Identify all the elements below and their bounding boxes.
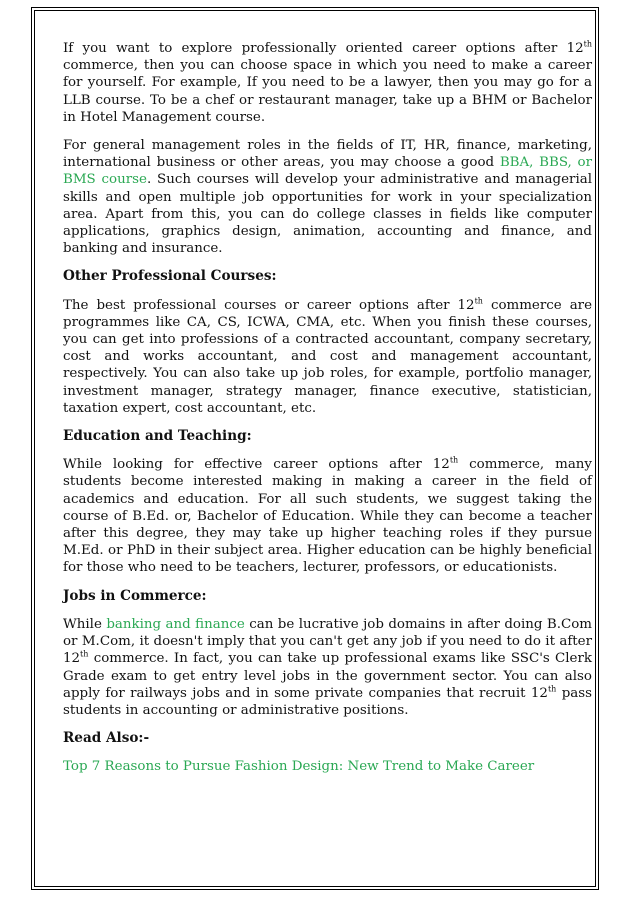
document-body: [63, 40, 592, 787]
fashion-design-article-link[interactable]: Top 7 Reasons to Pursue Fashion Design: New Trend to Make Career: [63, 759, 535, 775]
jobs-commerce-paragraph: While banking and finance can be lucrative job domains in after doing B.Com or M.Com, it doesn't imply that you can't get any job if you need to do it after 12th commerce. In fact, you can take up professional exams like SSC's Clerk Grade exam to get entry level jobs in the government sector. You can also apply for railways jobs and in some private companies that recruit 12th pass students in accounting or administrative positions.: [63, 616, 592, 718]
read-also-paragraph: [63, 758, 592, 775]
section-heading-professional-courses: Other Professional Courses:: [63, 268, 277, 285]
section-heading-education-teaching: Education and Teaching:: [63, 428, 252, 445]
section-heading-read-also: Read Also:-: [63, 730, 150, 747]
professional-courses-paragraph: The best professional courses or career options after 12th commerce are programmes like CA, CS, ICWA, CMA, etc. When you finish these courses, you can get into professions of a contracted accountant, company secretary, cost and works accountant, and cost and management accountant, respectively. You can also take up job roles, for example, portfolio manager, investment manager, strategy manager, finance executive, statistician, taxation expert, cost accountant, etc.: [63, 296, 593, 416]
management-paragraph: For general management roles in the fields of IT, HR, finance, marketing, international business or other areas, you may choose a good BBA, BBS, or BMS course. Such courses will develop your administrative and managerial skills and open multiple job opportunities for work in your specialization area. Apart from this, you can do college classes in fields like computer applications, graphics design, animation, accounting and finance, and banking and insurance.: [63, 138, 592, 257]
education-teaching-paragraph: While looking for effective career options after 12th commerce, many students become interested making in making a career in the field of academics and education. For all such students, we suggest taking the course of B.Ed. or, Bachelor of Education. While they can become a teacher after this degree, they may take up higher teaching roles if they pursue M.Ed. or PhD in their subject area. Higher education can be highly beneficial for those who need to be teachers, lecturer, professors, or educationists.: [63, 455, 592, 576]
bba-bbs-bms-course-link[interactable]: BBA, BBS, or BMS course: [63, 155, 592, 188]
intro-paragraph: If you want to explore professionally oriented career options after 12th commerce, then you can choose space in which you need to make a career for yourself. For example, If you need to be a lawyer, then you may go for a LLB course. To be a chef or restaurant manager, take up a BHM or Bachelor in Hotel Management course.: [63, 39, 592, 125]
section-heading-jobs-commerce: Jobs in Commerce:: [63, 587, 207, 604]
banking-finance-link[interactable]: banking and finance: [106, 616, 245, 632]
